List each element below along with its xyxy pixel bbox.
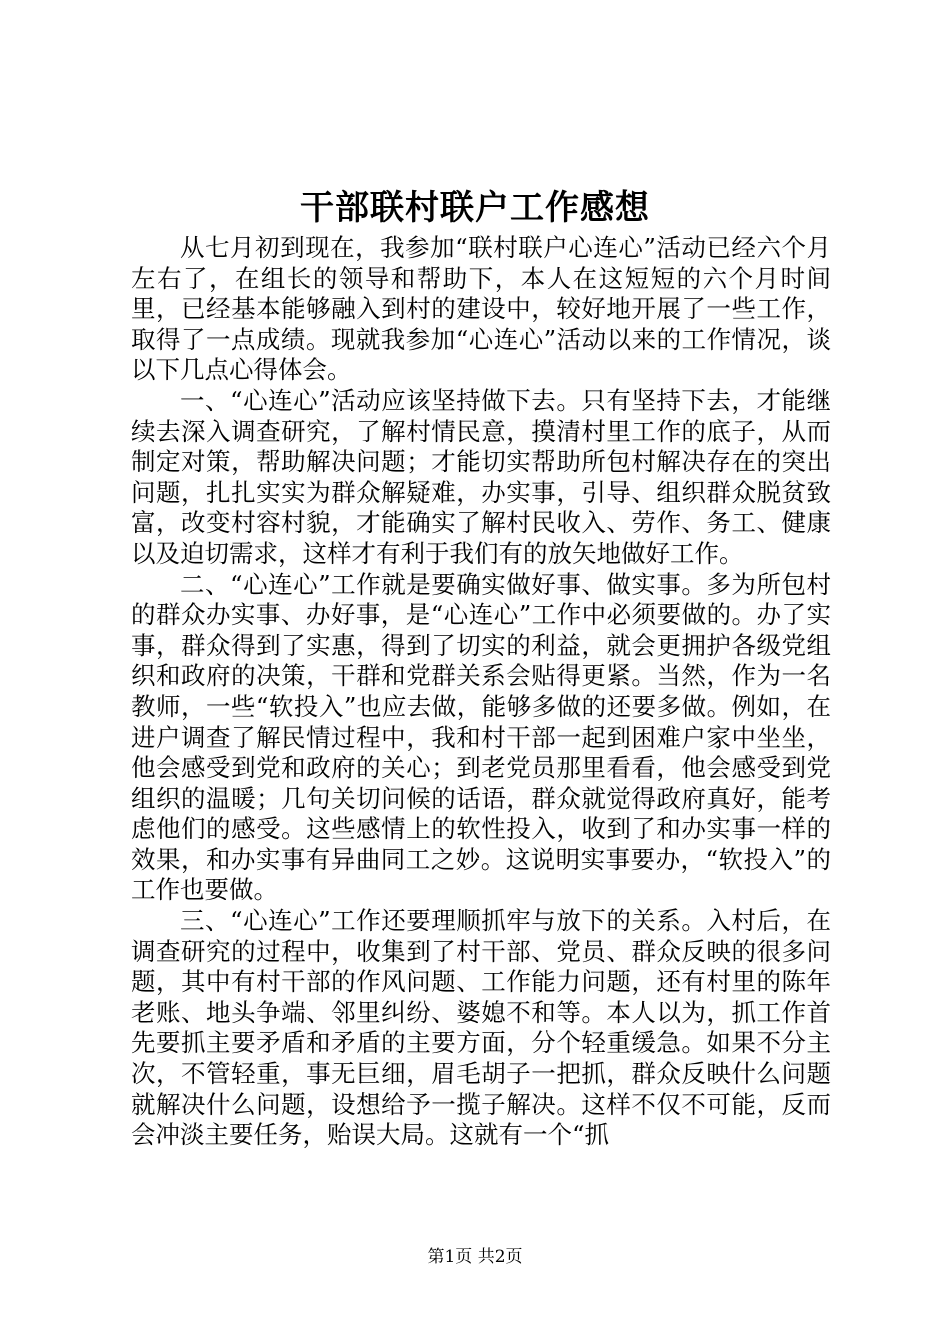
paragraph-point-one: 一、“心连心”活动应该坚持做下去。只有坚持下去，才能继续去深入调查研究，了解村情民意，摸清村里工作的底子，从而制定对策，帮助解决问题；才能切实帮助所包村解决存在的突出问题，扎扎实实为群众解疑难，办实事，引导、组织群众脱贫致富，改变村容村貌，才能确实了解村民收入、劳作、务工、健康以及迫切需求，这样才有利于我们有的放矢地做好工作。	[131, 385, 831, 568]
paragraph-intro: 从七月初到现在，我参加“联村联户心连心”活动已经六个月左右了，在组长的领导和帮助下，本人在这短短的六个月时间里，已经基本能够融入到村的建设中，较好地开展了一些工作，取得了一点成绩。现就我参加“心连心”活动以来的工作情况，谈以下几点心得体会。	[131, 233, 831, 385]
document-body	[131, 233, 831, 1151]
page-footer: 第1页 共2页	[427, 1247, 523, 1267]
document-title: 干部联村联户工作感想	[300, 188, 650, 228]
paragraph-point-two: 二、“心连心”工作就是要确实做好事、做实事。多为所包村的群众办实事、办好事，是“心连心”工作中必须要做的。办了实事，群众得到了实惠，得到了切实的利益，就会更拥护各级党组织和政府的决策，干群和党群关系会贴得更紧。当然，作为一名教师，一些“软投入”也应去做，能够多做的还要多做。例如，在进户调查了解民情过程中，我和村干部一起到困难户家中坐坐，他会感受到党和政府的关心；到老党员那里看看，他会感受到党组织的温暖；几句关切问候的话语，群众就觉得政府真好，能考虑他们的感受。这些感情上的软性投入，收到了和办实事一样的效果，和办实事有异曲同工之妙。这说明实事要办，“软投入”的工作也要做。	[131, 569, 831, 905]
paragraph-point-three: 三、“心连心”工作还要理顺抓牢与放下的关系。入村后，在调查研究的过程中，收集到了村干部、党员、群众反映的很多问题，其中有村干部的作风问题、工作能力问题，还有村里的陈年老账、地头争端、邻里纠纷、婆媳不和等。本人以为，抓工作首先要抓主要矛盾和矛盾的主要方面，分个轻重缓急。如果不分主次，不管轻重，事无巨细，眉毛胡子一把抓，群众反映什么问题就解决什么问题，设想给予一揽子解决。这样不仅不可能，反而会冲淡主要任务，贻误大局。这就有一个“抓	[131, 906, 831, 1150]
